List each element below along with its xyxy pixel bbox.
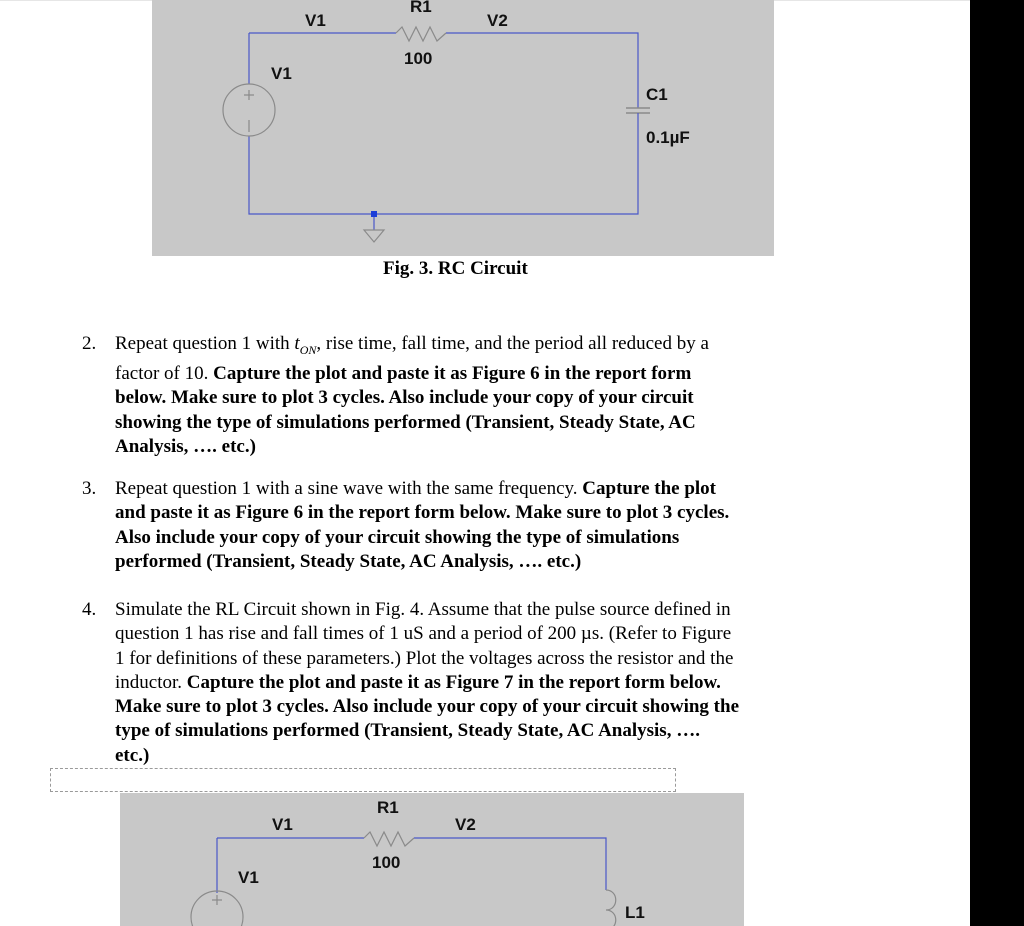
l1-label: L1 bbox=[625, 903, 645, 922]
figure-3-caption: Fig. 3. RC Circuit bbox=[383, 258, 528, 279]
text-line: showing the type of simulations performed (Transient, Steady State, AC bbox=[115, 411, 696, 433]
text-line: question 1 has rise and fall times of 1 uS and a period of 200 µs. (Refer to Figure bbox=[115, 623, 732, 645]
r1-value-label: 100 bbox=[404, 49, 433, 68]
text-line: Make sure to plot 3 cycles. Also include your copy of your circuit showing the bbox=[115, 696, 740, 718]
wire-top-right bbox=[414, 838, 606, 890]
rl-circuit-schematic bbox=[120, 793, 744, 926]
text-line: Simulate the RL Circuit shown in Fig. 4. Assume that the pulse source defined in bbox=[115, 599, 731, 620]
plus-sign bbox=[244, 90, 254, 100]
text-line: etc.) bbox=[115, 744, 150, 766]
text-line: Repeat question 1 with $t_{ON}$, rise time, fall time, and the period all reduced by a bbox=[115, 333, 709, 357]
v1-source-label: V1 bbox=[271, 64, 292, 83]
text-line: Repeat question 1 with a sine wave with the same frequency. Capture the plot bbox=[115, 478, 717, 499]
text-line: Analysis, …. etc.) bbox=[115, 435, 256, 457]
text-line: Also include your copy of your circuit showing the type of simulations bbox=[115, 526, 680, 548]
c1-value-label: 0.1µF bbox=[646, 128, 690, 147]
text-line: below. Make sure to plot 3 cycles. Also include your copy of your circuit bbox=[115, 387, 694, 409]
v2-node-label: V2 bbox=[455, 815, 476, 834]
r1-label: R1 bbox=[377, 798, 399, 817]
question-text bbox=[115, 598, 820, 768]
text-line: factor of 10. Capture the plot and paste it as Figure 6 in the report form bbox=[115, 363, 692, 385]
text-line: 1 for definitions of these parameters.) Plot the voltages across the resistor and the bbox=[115, 647, 734, 669]
v1-node-label: V1 bbox=[305, 11, 326, 30]
plus-sign bbox=[212, 895, 222, 905]
question-text bbox=[115, 332, 820, 459]
v1-node-label: V1 bbox=[272, 815, 293, 834]
ground-symbol bbox=[364, 230, 384, 242]
rl-circuit-drawing bbox=[120, 793, 744, 926]
r1-label: R1 bbox=[410, 0, 432, 16]
node-marker bbox=[371, 211, 377, 217]
question-text bbox=[115, 477, 820, 574]
r1-value-label: 100 bbox=[372, 853, 401, 872]
v1-source-label: V1 bbox=[238, 868, 259, 887]
text-line: inductor. Capture the plot and paste it as Figure 7 in the report form below. bbox=[115, 671, 721, 693]
capacitor-c1-symbol bbox=[626, 108, 650, 113]
wire-bottom bbox=[249, 122, 638, 214]
resistor-r1-symbol bbox=[364, 832, 414, 846]
resistor-r1-symbol bbox=[396, 27, 446, 41]
inductor-l1-symbol bbox=[606, 890, 616, 926]
viewer-side-bar bbox=[970, 0, 1024, 926]
selection-box[interactable] bbox=[50, 768, 676, 792]
rc-circuit-schematic bbox=[152, 0, 774, 256]
question-number: 4. bbox=[82, 599, 97, 620]
text-line: and paste it as Figure 6 in the report form below. Make sure to plot 3 cycles. bbox=[115, 502, 730, 524]
text-line: performed (Transient, Steady State, AC Analysis, …. etc.) bbox=[115, 550, 582, 572]
text-line: type of simulations performed (Transient, Steady State, AC Analysis, …. bbox=[115, 720, 700, 742]
wire-top-right bbox=[446, 33, 638, 108]
v2-node-label: V2 bbox=[487, 11, 508, 30]
c1-label: C1 bbox=[646, 85, 668, 104]
question-number: 2. bbox=[82, 333, 97, 354]
question-number: 3. bbox=[82, 478, 97, 499]
